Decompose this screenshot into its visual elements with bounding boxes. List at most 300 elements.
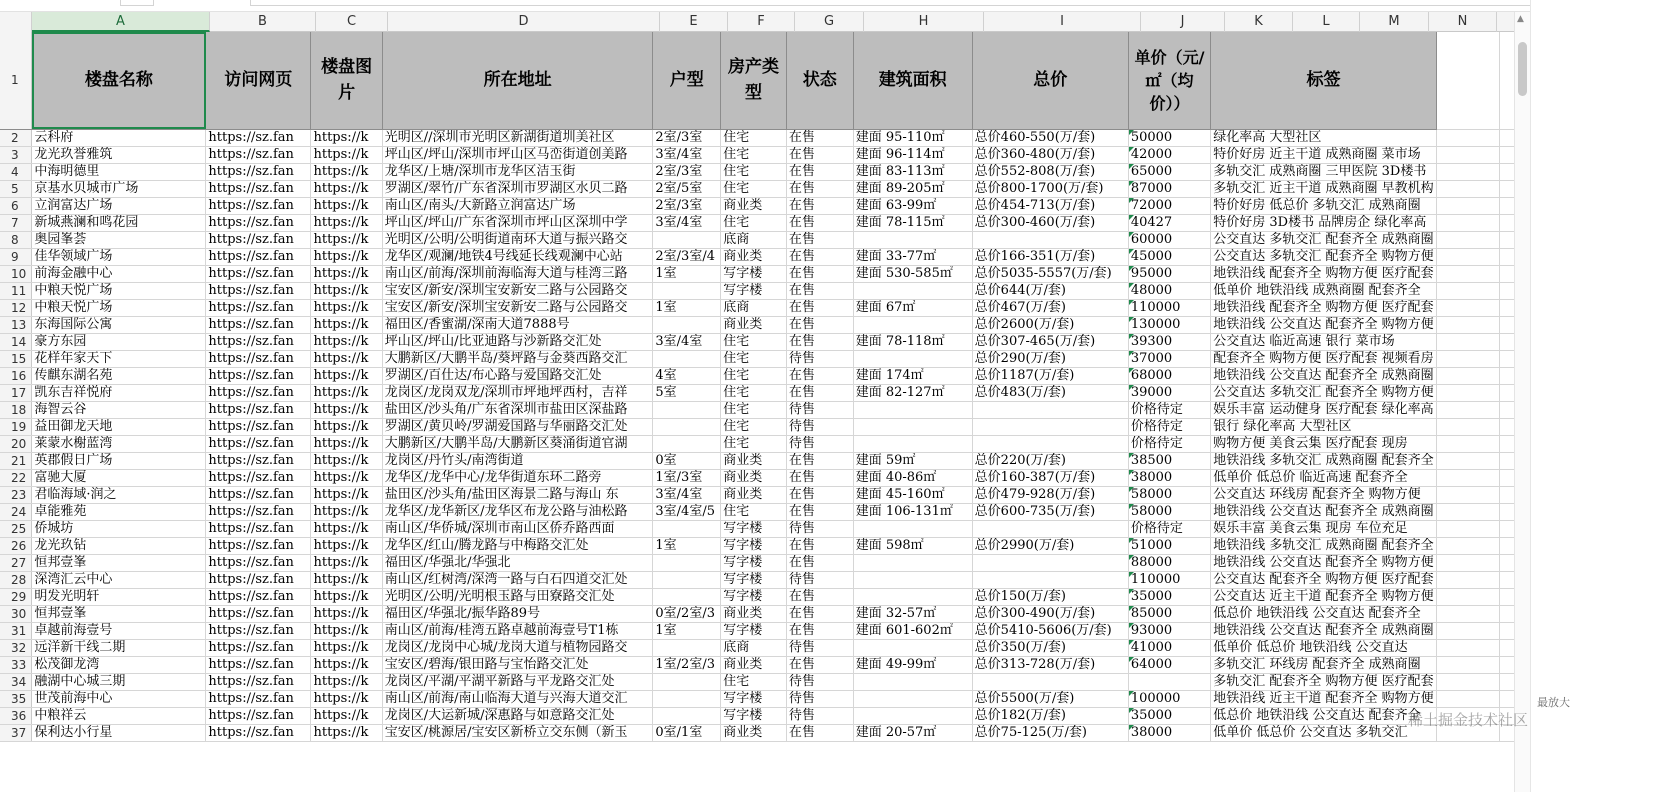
cell-area[interactable]: 建面 67㎡ xyxy=(853,299,972,316)
cell-url[interactable]: https://sz.fan xyxy=(206,180,311,197)
row-number[interactable]: 21 xyxy=(0,452,32,469)
cell-area[interactable]: 建面 20-57㎡ xyxy=(853,724,972,741)
row-number[interactable]: 8 xyxy=(0,231,32,248)
cell-tags[interactable]: 地铁沿线 多轨交汇 成熟商圈 配套齐全 xyxy=(1211,452,1436,469)
cell-total[interactable] xyxy=(972,418,1128,435)
cell-url[interactable]: https://sz.fan xyxy=(206,673,311,690)
cell-price[interactable]: 64000 xyxy=(1128,656,1210,673)
cell-status[interactable]: 在售 xyxy=(786,384,853,401)
cell-tags[interactable]: 公交直达 配套齐全 购物方便 医疗配套 xyxy=(1211,571,1436,588)
cell-img[interactable]: https://k xyxy=(311,639,382,656)
cell-status[interactable]: 在售 xyxy=(786,537,853,554)
cell-layout[interactable] xyxy=(653,639,721,656)
row-number[interactable]: 24 xyxy=(0,503,32,520)
cell-tags[interactable]: 娱乐丰富 美食云集 现房 车位充足 xyxy=(1211,520,1436,537)
cell-url[interactable]: https://sz.fan xyxy=(206,707,311,724)
row-number[interactable]: 14 xyxy=(0,333,32,350)
cell-total[interactable]: 总价313-728(万/套) xyxy=(972,656,1128,673)
cell-status[interactable]: 在售 xyxy=(786,163,853,180)
cell-area[interactable] xyxy=(853,282,972,299)
cell-status[interactable]: 在售 xyxy=(786,588,853,605)
cell-type[interactable]: 住宅 xyxy=(721,384,787,401)
row-number[interactable]: 28 xyxy=(0,571,32,588)
row-number[interactable]: 34 xyxy=(0,673,32,690)
cell-type[interactable]: 住宅 xyxy=(721,367,787,384)
cell-layout[interactable]: 1室/3室 xyxy=(653,469,721,486)
cell-area[interactable] xyxy=(853,673,972,690)
cell-name[interactable]: 富驰大厦 xyxy=(32,469,206,486)
cell-url[interactable]: https://sz.fan xyxy=(206,163,311,180)
row-number[interactable]: 15 xyxy=(0,350,32,367)
cell-name[interactable]: 君临海域·润之 xyxy=(32,486,206,503)
cell-type[interactable]: 写字楼 xyxy=(721,622,787,639)
cell-addr[interactable]: 龙岗区/龙岗双龙/深圳市坪地坪西村，吉祥 xyxy=(382,384,653,401)
cell-type[interactable]: 写字楼 xyxy=(721,571,787,588)
cell-status[interactable]: 待售 xyxy=(786,350,853,367)
cell-tags[interactable]: 低总价 地铁沿线 公交直达 配套齐全 xyxy=(1211,605,1436,622)
row-number[interactable]: 37 xyxy=(0,724,32,741)
cell-layout[interactable]: 2室/3室 xyxy=(653,163,721,180)
cell-name[interactable]: 恒邦壹峯 xyxy=(32,554,206,571)
cell-layout[interactable] xyxy=(653,435,721,452)
cell-total[interactable]: 总价75-125(万/套) xyxy=(972,724,1128,741)
row-number[interactable]: 3 xyxy=(0,146,32,163)
cell-price[interactable]: 40427 xyxy=(1128,214,1210,231)
cell-price[interactable]: 58000 xyxy=(1128,486,1210,503)
cell-status[interactable]: 待售 xyxy=(786,401,853,418)
empty-cell[interactable] xyxy=(1436,32,1499,129)
cell-total[interactable]: 总价307-465(万/套) xyxy=(972,333,1128,350)
row-number[interactable]: 23 xyxy=(0,486,32,503)
cell-type[interactable]: 写字楼 xyxy=(721,707,787,724)
cell-status[interactable]: 在售 xyxy=(786,605,853,622)
row-number[interactable]: 32 xyxy=(0,639,32,656)
cell-price[interactable]: 价格待定 xyxy=(1128,520,1210,537)
cell-url[interactable]: https://sz.fan xyxy=(206,588,311,605)
cell-name[interactable]: 侨城坊 xyxy=(32,520,206,537)
cell-addr[interactable]: 罗湖区/翠竹/广东省深圳市罗湖区水贝二路 xyxy=(382,180,653,197)
row-number[interactable]: 30 xyxy=(0,605,32,622)
cell-url[interactable]: https://sz.fan xyxy=(206,146,311,163)
scroll-up-icon[interactable]: ▲ xyxy=(1517,14,1524,24)
cell-total[interactable]: 总价5500(万/套) xyxy=(972,690,1128,707)
cell-type[interactable]: 住宅 xyxy=(721,163,787,180)
empty-cell[interactable] xyxy=(1436,214,1499,231)
cell-status[interactable]: 在售 xyxy=(786,622,853,639)
cell-total[interactable]: 总价166-351(万/套) xyxy=(972,248,1128,265)
cell-name[interactable]: 海智云谷 xyxy=(32,401,206,418)
cell-total[interactable]: 总价483(万/套) xyxy=(972,384,1128,401)
cell-name[interactable]: 恒邦壹峯 xyxy=(32,605,206,622)
cell-img[interactable]: https://k xyxy=(311,554,382,571)
cell-img[interactable]: https://k xyxy=(311,367,382,384)
row-number[interactable]: 35 xyxy=(0,690,32,707)
cell-status[interactable]: 在售 xyxy=(786,265,853,282)
header-cell-addr[interactable]: 所在地址 xyxy=(382,32,653,129)
row-number[interactable]: 31 xyxy=(0,622,32,639)
cell-tags[interactable]: 低单价 低总价 临近高速 配套齐全 xyxy=(1211,469,1436,486)
cell-img[interactable]: https://k xyxy=(311,435,382,452)
cell-type[interactable]: 写字楼 xyxy=(721,690,787,707)
cell-area[interactable] xyxy=(853,316,972,333)
cell-name[interactable]: 世茂前海中心 xyxy=(32,690,206,707)
cell-img[interactable]: https://k xyxy=(311,231,382,248)
cell-name[interactable]: 中海明德里 xyxy=(32,163,206,180)
column-header-m[interactable]: M xyxy=(1360,12,1429,32)
row-number[interactable]: 13 xyxy=(0,316,32,333)
empty-cell[interactable] xyxy=(1436,435,1499,452)
row-number[interactable]: 10 xyxy=(0,265,32,282)
cell-tags[interactable]: 低单价 低总价 公交直达 多轨交汇 xyxy=(1211,724,1436,741)
cell-price[interactable]: 58000 xyxy=(1128,503,1210,520)
cell-total[interactable] xyxy=(972,673,1128,690)
header-cell-total[interactable]: 总价 xyxy=(972,32,1128,129)
cell-addr[interactable]: 大鹏新区/大鹏半岛/大鹏新区葵涌街道官湖 xyxy=(382,435,653,452)
cell-layout[interactable]: 1室 xyxy=(653,537,721,554)
cell-name[interactable]: 传麒东湖名苑 xyxy=(32,367,206,384)
column-header-e[interactable]: E xyxy=(660,12,728,32)
cell-name[interactable]: 东海国际公寓 xyxy=(32,316,206,333)
cell-price[interactable]: 87000 xyxy=(1128,180,1210,197)
column-header-g[interactable]: G xyxy=(795,12,864,32)
empty-cell[interactable] xyxy=(1436,452,1499,469)
empty-cell[interactable] xyxy=(1436,520,1499,537)
header-cell-tags[interactable]: 标签 xyxy=(1211,32,1436,129)
cell-name[interactable]: 中粮天悦广场 xyxy=(32,282,206,299)
empty-cell[interactable] xyxy=(1436,367,1499,384)
cell-price[interactable]: 38000 xyxy=(1128,469,1210,486)
cell-img[interactable]: https://k xyxy=(311,520,382,537)
cell-layout[interactable] xyxy=(653,520,721,537)
cell-url[interactable]: https://sz.fan xyxy=(206,656,311,673)
cell-type[interactable]: 商业类 xyxy=(721,724,787,741)
cell-url[interactable]: https://sz.fan xyxy=(206,333,311,350)
cell-status[interactable]: 待售 xyxy=(786,435,853,452)
row-number[interactable]: 7 xyxy=(0,214,32,231)
cell-status[interactable]: 在售 xyxy=(786,316,853,333)
cell-url[interactable]: https://sz.fan xyxy=(206,350,311,367)
header-cell-url[interactable]: 访问网页 xyxy=(206,32,311,129)
cell-total[interactable]: 总价479-928(万/套) xyxy=(972,486,1128,503)
empty-cell[interactable] xyxy=(1436,129,1499,146)
cell-layout[interactable] xyxy=(653,401,721,418)
cell-status[interactable]: 在售 xyxy=(786,486,853,503)
cell-area[interactable]: 建面 96-114㎡ xyxy=(853,146,972,163)
cell-img[interactable]: https://k xyxy=(311,180,382,197)
cell-type[interactable]: 住宅 xyxy=(721,146,787,163)
cell-layout[interactable]: 1室 xyxy=(653,265,721,282)
cell-status[interactable]: 待售 xyxy=(786,690,853,707)
empty-cell[interactable] xyxy=(1436,588,1499,605)
cell-addr[interactable]: 盐田区/沙头角/广东省深圳市盐田区深盐路 xyxy=(382,401,653,418)
cell-price[interactable]: 60000 xyxy=(1128,231,1210,248)
cell-total[interactable]: 总价150(万/套) xyxy=(972,588,1128,605)
cell-addr[interactable]: 龙华区/红山/腾龙路与中梅路交汇处 xyxy=(382,537,653,554)
cell-name[interactable]: 佳华领域广场 xyxy=(32,248,206,265)
cell-area[interactable] xyxy=(853,401,972,418)
cell-status[interactable]: 在售 xyxy=(786,214,853,231)
cell-price[interactable]: 72000 xyxy=(1128,197,1210,214)
cell-area[interactable]: 建面 106-131㎡ xyxy=(853,503,972,520)
cell-layout[interactable]: 3室/4室 xyxy=(653,214,721,231)
cell-price[interactable]: 85000 xyxy=(1128,605,1210,622)
cell-layout[interactable] xyxy=(653,690,721,707)
empty-cell[interactable] xyxy=(1436,265,1499,282)
cell-img[interactable]: https://k xyxy=(311,282,382,299)
header-cell-status[interactable]: 状态 xyxy=(786,32,853,129)
formula-input[interactable] xyxy=(250,0,1590,6)
column-header-f[interactable]: F xyxy=(728,12,795,32)
cell-img[interactable]: https://k xyxy=(311,299,382,316)
cell-layout[interactable]: 2室/5室 xyxy=(653,180,721,197)
cell-total[interactable]: 总价182(万/套) xyxy=(972,707,1128,724)
cell-name[interactable]: 前海金融中心 xyxy=(32,265,206,282)
cell-img[interactable]: https://k xyxy=(311,401,382,418)
cell-status[interactable]: 在售 xyxy=(786,333,853,350)
column-header-c[interactable]: C xyxy=(316,12,388,32)
cell-img[interactable]: https://k xyxy=(311,333,382,350)
cell-name[interactable]: 凯东吉祥悦府 xyxy=(32,384,206,401)
column-header-l[interactable]: L xyxy=(1293,12,1360,32)
cell-type[interactable]: 写字楼 xyxy=(721,265,787,282)
empty-cell[interactable] xyxy=(1436,537,1499,554)
cell-price[interactable]: 95000 xyxy=(1128,265,1210,282)
cell-tags[interactable]: 绿化率高 大型社区 xyxy=(1211,129,1436,146)
cell-name[interactable]: 新城燕澜和鸣花园 xyxy=(32,214,206,231)
cell-status[interactable]: 在售 xyxy=(786,299,853,316)
cell-addr[interactable]: 罗湖区/黄贝岭/罗湖爱国路与华丽路交汇处 xyxy=(382,418,653,435)
cell-area[interactable]: 建面 95-110㎡ xyxy=(853,129,972,146)
cell-type[interactable]: 商业类 xyxy=(721,248,787,265)
cell-img[interactable]: https://k xyxy=(311,605,382,622)
cell-tags[interactable]: 公交直达 近主干道 配套齐全 购物方便 xyxy=(1211,588,1436,605)
cell-name[interactable]: 云科府 xyxy=(32,129,206,146)
select-all-corner[interactable] xyxy=(0,12,32,32)
cell-name[interactable]: 英郡假日广场 xyxy=(32,452,206,469)
cell-layout[interactable]: 2室/3室 xyxy=(653,197,721,214)
cell-type[interactable]: 写字楼 xyxy=(721,554,787,571)
cell-price[interactable]: 93000 xyxy=(1128,622,1210,639)
cell-area[interactable] xyxy=(853,588,972,605)
cell-name[interactable]: 松茂御龙湾 xyxy=(32,656,206,673)
cell-area[interactable]: 建面 89-205㎡ xyxy=(853,180,972,197)
row-number[interactable]: 19 xyxy=(0,418,32,435)
cell-img[interactable]: https://k xyxy=(311,197,382,214)
cell-addr[interactable]: 宝安区/新安/深圳宝安新安二路与公园路交 xyxy=(382,299,653,316)
cell-area[interactable] xyxy=(853,435,972,452)
cell-total[interactable]: 总价454-713(万/套) xyxy=(972,197,1128,214)
cell-total[interactable]: 总价2990(万/套) xyxy=(972,537,1128,554)
cell-url[interactable]: https://sz.fan xyxy=(206,486,311,503)
cell-url[interactable]: https://sz.fan xyxy=(206,231,311,248)
cell-url[interactable]: https://sz.fan xyxy=(206,418,311,435)
cell-url[interactable]: https://sz.fan xyxy=(206,469,311,486)
cell-price[interactable]: 39300 xyxy=(1128,333,1210,350)
cell-name[interactable]: 卓越前海壹号 xyxy=(32,622,206,639)
header-cell-layout[interactable]: 户型 xyxy=(653,32,721,129)
empty-cell[interactable] xyxy=(1436,333,1499,350)
cell-total[interactable]: 总价350(万/套) xyxy=(972,639,1128,656)
cell-url[interactable]: https://sz.fan xyxy=(206,214,311,231)
cell-tags[interactable]: 公交直达 多轨交汇 配套齐全 购物方便 xyxy=(1211,384,1436,401)
cell-tags[interactable]: 地铁沿线 多轨交汇 成熟商圈 配套齐全 xyxy=(1211,537,1436,554)
cell-url[interactable]: https://sz.fan xyxy=(206,129,311,146)
cell-area[interactable] xyxy=(853,690,972,707)
cell-tags[interactable]: 特价好房 低总价 多轨交汇 成熟商圈 xyxy=(1211,197,1436,214)
cell-status[interactable]: 待售 xyxy=(786,707,853,724)
cell-addr[interactable]: 大鹏新区/大鹏半岛/葵坪路与金葵西路交汇 xyxy=(382,350,653,367)
cell-img[interactable]: https://k xyxy=(311,418,382,435)
cell-layout[interactable]: 1室/2室/3 xyxy=(653,656,721,673)
cell-type[interactable]: 住宅 xyxy=(721,401,787,418)
row-number[interactable]: 4 xyxy=(0,163,32,180)
cell-area[interactable]: 建面 40-86㎡ xyxy=(853,469,972,486)
empty-cell[interactable] xyxy=(1436,673,1499,690)
column-header-i[interactable]: I xyxy=(984,12,1141,32)
cell-name[interactable]: 卓能雅苑 xyxy=(32,503,206,520)
cell-status[interactable]: 在售 xyxy=(786,367,853,384)
empty-cell[interactable] xyxy=(1436,163,1499,180)
row-number[interactable]: 33 xyxy=(0,656,32,673)
cell-layout[interactable]: 2室/3室/4 xyxy=(653,248,721,265)
cell-price[interactable]: 38000 xyxy=(1128,724,1210,741)
row-number[interactable]: 2 xyxy=(0,129,32,146)
row-number[interactable]: 29 xyxy=(0,588,32,605)
cell-area[interactable]: 建面 49-99㎡ xyxy=(853,656,972,673)
cell-type[interactable]: 商业类 xyxy=(721,316,787,333)
cell-price[interactable]: 39000 xyxy=(1128,384,1210,401)
cell-name[interactable]: 保利达小行星 xyxy=(32,724,206,741)
cell-price[interactable]: 价格待定 xyxy=(1128,418,1210,435)
cell-total[interactable]: 总价1187(万/套) xyxy=(972,367,1128,384)
cell-img[interactable]: https://k xyxy=(311,469,382,486)
cell-total[interactable] xyxy=(972,554,1128,571)
cell-name[interactable]: 深湾汇云中心 xyxy=(32,571,206,588)
cell-type[interactable]: 商业类 xyxy=(721,469,787,486)
cell-addr[interactable]: 南山区/前海/桂湾五路卓越前海壹号T1栋 xyxy=(382,622,653,639)
column-header-b[interactable]: B xyxy=(210,12,316,32)
row-number[interactable]: 22 xyxy=(0,469,32,486)
cell-price[interactable]: 51000 xyxy=(1128,537,1210,554)
cell-url[interactable]: https://sz.fan xyxy=(206,452,311,469)
cell-price[interactable]: 110000 xyxy=(1128,299,1210,316)
cell-area[interactable]: 建面 33-77㎡ xyxy=(853,248,972,265)
cell-url[interactable]: https://sz.fan xyxy=(206,282,311,299)
cell-url[interactable]: https://sz.fan xyxy=(206,367,311,384)
cell-tags[interactable]: 低总价 地铁沿线 公交直达 配套齐全 xyxy=(1211,707,1436,724)
cell-layout[interactable]: 3室/4室 xyxy=(653,146,721,163)
cell-img[interactable]: https://k xyxy=(311,588,382,605)
cell-img[interactable]: https://k xyxy=(311,316,382,333)
cell-total[interactable]: 总价360-480(万/套) xyxy=(972,146,1128,163)
empty-cell[interactable] xyxy=(1436,146,1499,163)
row-number[interactable]: 18 xyxy=(0,401,32,418)
scrollbar-thumb[interactable] xyxy=(1518,42,1527,96)
cell-name[interactable]: 立润富达广场 xyxy=(32,197,206,214)
cell-status[interactable]: 在售 xyxy=(786,503,853,520)
cell-url[interactable]: https://sz.fan xyxy=(206,537,311,554)
cell-tags[interactable]: 地铁沿线 公交直达 配套齐全 成熟商圈 xyxy=(1211,367,1436,384)
cell-status[interactable]: 在售 xyxy=(786,197,853,214)
cell-area[interactable] xyxy=(853,571,972,588)
cell-price[interactable]: 35000 xyxy=(1128,588,1210,605)
cell-status[interactable]: 在售 xyxy=(786,656,853,673)
row-number[interactable]: 6 xyxy=(0,197,32,214)
cell-name[interactable]: 京基水贝城市广场 xyxy=(32,180,206,197)
cell-img[interactable]: https://k xyxy=(311,248,382,265)
cell-layout[interactable] xyxy=(653,673,721,690)
cell-url[interactable]: https://sz.fan xyxy=(206,605,311,622)
cell-layout[interactable] xyxy=(653,418,721,435)
empty-cell[interactable] xyxy=(1436,503,1499,520)
cell-addr[interactable]: 龙华区/上塘/深圳市龙华区洁玉街 xyxy=(382,163,653,180)
cell-total[interactable]: 总价290(万/套) xyxy=(972,350,1128,367)
cell-type[interactable]: 住宅 xyxy=(721,435,787,452)
cell-type[interactable]: 商业类 xyxy=(721,605,787,622)
cell-url[interactable]: https://sz.fan xyxy=(206,265,311,282)
cell-url[interactable]: https://sz.fan xyxy=(206,316,311,333)
empty-cell[interactable] xyxy=(1436,469,1499,486)
cell-area[interactable] xyxy=(853,231,972,248)
cell-addr[interactable]: 南山区/前海/深圳前海临海大道与桂湾三路 xyxy=(382,265,653,282)
empty-cell[interactable] xyxy=(1436,197,1499,214)
cell-addr[interactable]: 龙岗区/平湖/平湖平新路与平龙路交汇处 xyxy=(382,673,653,690)
row-number[interactable]: 12 xyxy=(0,299,32,316)
cell-addr[interactable]: 光明区//深圳市光明区新湖街道圳美社区 xyxy=(382,129,653,146)
row-number[interactable]: 9 xyxy=(0,248,32,265)
cell-addr[interactable]: 龙华区/龙华新区/龙华区布龙公路与油松路 xyxy=(382,503,653,520)
cell-type[interactable]: 住宅 xyxy=(721,333,787,350)
cell-name[interactable]: 中粮祥云 xyxy=(32,707,206,724)
cell-addr[interactable]: 龙岗区/大运新城/深惠路与如意路交汇处 xyxy=(382,707,653,724)
empty-cell[interactable] xyxy=(1436,401,1499,418)
cell-tags[interactable]: 公交直达 多轨交汇 配套齐全 成熟商圈 xyxy=(1211,231,1436,248)
cell-area[interactable]: 建面 530-585㎡ xyxy=(853,265,972,282)
cell-name[interactable]: 豪方东园 xyxy=(32,333,206,350)
cell-name[interactable]: 龙光玖钻 xyxy=(32,537,206,554)
cell-area[interactable] xyxy=(853,520,972,537)
cell-price[interactable]: 37000 xyxy=(1128,350,1210,367)
cell-img[interactable]: https://k xyxy=(311,486,382,503)
cell-img[interactable]: https://k xyxy=(311,350,382,367)
cell-tags[interactable]: 配套齐全 购物方便 医疗配套 视频看房 xyxy=(1211,350,1436,367)
cell-url[interactable]: https://sz.fan xyxy=(206,384,311,401)
cell-img[interactable]: https://k xyxy=(311,571,382,588)
cell-total[interactable]: 总价5410-5606(万/套) xyxy=(972,622,1128,639)
cell-layout[interactable] xyxy=(653,588,721,605)
cell-total[interactable] xyxy=(972,231,1128,248)
cell-url[interactable]: https://sz.fan xyxy=(206,299,311,316)
cell-tags[interactable]: 多轨交汇 环线房 配套齐全 成熟商圈 xyxy=(1211,656,1436,673)
vertical-scrollbar[interactable] xyxy=(1514,12,1530,792)
cell-status[interactable]: 在售 xyxy=(786,469,853,486)
cell-img[interactable]: https://k xyxy=(311,656,382,673)
cell-price[interactable] xyxy=(1128,673,1210,690)
empty-cell[interactable] xyxy=(1436,418,1499,435)
cell-url[interactable]: https://sz.fan xyxy=(206,503,311,520)
cell-type[interactable]: 写字楼 xyxy=(721,282,787,299)
cell-status[interactable]: 待售 xyxy=(786,418,853,435)
cell-price[interactable]: 45000 xyxy=(1128,248,1210,265)
cell-addr[interactable]: 宝安区/碧海/银田路与宝怡路交汇处 xyxy=(382,656,653,673)
cell-price[interactable]: 42000 xyxy=(1128,146,1210,163)
cell-img[interactable]: https://k xyxy=(311,146,382,163)
cell-addr[interactable]: 盐田区/沙头角/盐田区海景二路与海山 东 xyxy=(382,486,653,503)
cell-layout[interactable]: 0室/1室 xyxy=(653,724,721,741)
cell-addr[interactable]: 福田区/香蜜湖/深南大道7888号 xyxy=(382,316,653,333)
cell-status[interactable]: 在售 xyxy=(786,724,853,741)
cell-img[interactable]: https://k xyxy=(311,690,382,707)
